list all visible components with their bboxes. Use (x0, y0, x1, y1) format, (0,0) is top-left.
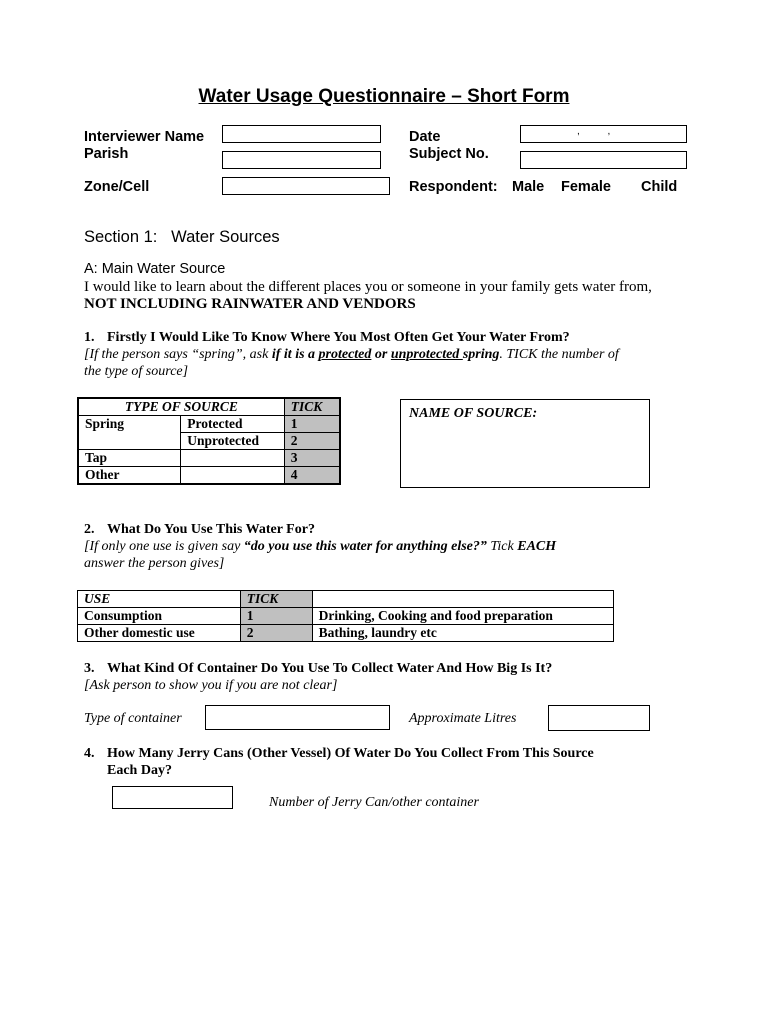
source-tick-header: TICK (284, 398, 340, 416)
question-1-instruction: [If the person says “spring”, ask if it is a protected or unprotected spring. TICK the number of (84, 347, 619, 362)
question-2-instruction-line2: answer the person gives] (84, 556, 225, 571)
parish-label: Parish (84, 146, 129, 162)
use-consumption: Consumption (78, 608, 241, 625)
question-3-instruction: [Ask person to show you if you are not clear] (84, 678, 338, 693)
respondent-option-child[interactable]: Child (641, 179, 678, 195)
empty-cell (181, 450, 285, 467)
question-4-number: 4. (84, 746, 95, 761)
question-1-instruction-line2: the type of source] (84, 364, 189, 379)
source-spring-cont (78, 433, 181, 450)
approximate-litres-label: Approximate Litres (409, 711, 517, 726)
name-of-source-box[interactable] (400, 399, 650, 488)
source-other: Other (78, 467, 181, 485)
question-2-number: 2. (84, 522, 95, 537)
use-other-domestic: Other domestic use (78, 625, 241, 642)
use-tick-header: TICK (240, 591, 312, 608)
use-description: Drinking, Cooking and food preparation (312, 608, 613, 625)
question-4-text: How Many Jerry Cans (Other Vessel) Of Water Do You Collect From This Source (107, 746, 594, 761)
use-header: USE (78, 591, 241, 608)
parish-field[interactable] (222, 151, 381, 169)
name-of-source-label: NAME OF SOURCE: (409, 406, 538, 421)
empty-cell (181, 467, 285, 485)
interviewer-name-label: Interviewer Name (84, 129, 205, 145)
source-type-table (77, 397, 341, 485)
source-unprotected: Unprotected (181, 433, 285, 450)
section-heading: Section 1: Water Sources (84, 228, 280, 246)
question-2-text: What Do You Use This Water For? (107, 522, 315, 537)
question-2-instruction: [If only one use is given say “do you use this water for anything else?” Tick EACH (84, 539, 557, 554)
section-intro-bold: NOT INCLUDING RAINWATER AND VENDORS (84, 296, 416, 312)
question-3-text: What Kind Of Container Do You Use To Collect Water And How Big Is It? (107, 661, 553, 676)
tick-cell[interactable]: 2 (284, 433, 340, 450)
question-4-text-line2: Each Day? (107, 763, 172, 778)
use-desc-header (312, 591, 613, 608)
container-type-field[interactable] (205, 705, 390, 730)
container-type-label: Type of container (84, 711, 182, 726)
interviewer-name-field[interactable] (222, 125, 381, 143)
respondent-option-male[interactable]: Male (512, 179, 545, 195)
zone-cell-field[interactable] (222, 177, 390, 195)
subject-no-label: Subject No. (409, 146, 489, 162)
question-1-number: 1. (84, 330, 95, 345)
date-label: Date (409, 129, 441, 145)
tick-cell[interactable]: 4 (284, 467, 340, 485)
zone-cell-label: Zone/Cell (84, 179, 150, 195)
tick-cell[interactable]: 1 (240, 608, 312, 625)
jerry-can-count-field[interactable] (112, 786, 233, 809)
question-1-text: Firstly I Would Like To Know Where You Most Often Get Your Water From? (107, 330, 570, 345)
tick-cell[interactable]: 3 (284, 450, 340, 467)
page-title: Water Usage Questionnaire – Short Form (198, 86, 570, 107)
source-tap: Tap (78, 450, 181, 467)
source-type-header: TYPE OF SOURCE (78, 398, 284, 416)
use-description: Bathing, laundry etc (312, 625, 613, 642)
source-spring: Spring (78, 416, 181, 433)
source-protected: Protected (181, 416, 285, 433)
tick-cell[interactable]: 1 (284, 416, 340, 433)
approximate-litres-field[interactable] (548, 705, 650, 731)
tick-cell[interactable]: 2 (240, 625, 312, 642)
jerry-can-count-label: Number of Jerry Can/other container (269, 795, 479, 810)
subject-no-field[interactable] (520, 151, 687, 169)
section-intro: I would like to learn about the different places you or someone in your family gets water from, (84, 279, 652, 295)
date-separators: , , (577, 126, 611, 137)
question-3-number: 3. (84, 661, 95, 676)
subsection-heading: A: Main Water Source (84, 261, 226, 277)
water-use-table (77, 590, 614, 642)
respondent-option-female[interactable]: Female (561, 179, 611, 195)
respondent-label: Respondent: (409, 179, 498, 195)
date-field[interactable] (520, 125, 687, 143)
